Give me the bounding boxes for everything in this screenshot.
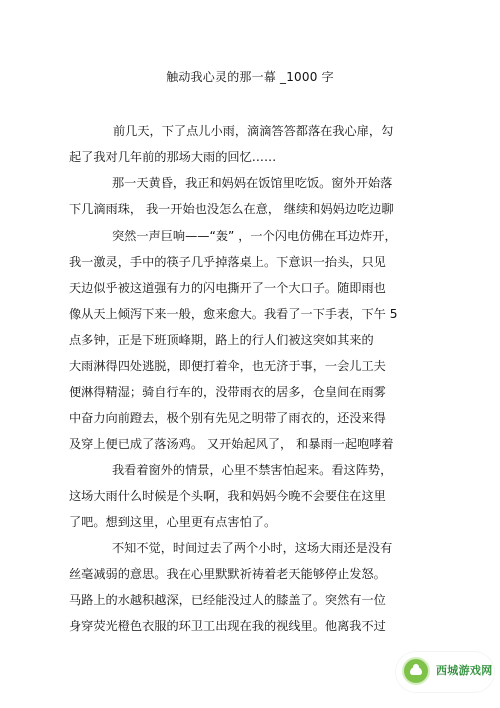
document-line-16: 了吧。想到这里，心里更有点害怕了。 (69, 515, 277, 529)
document-line-13: 及穿上便已成了落汤鸡。 又开始起风了， 和暴雨一起咆哮着 (69, 437, 394, 451)
site-watermark (396, 652, 494, 692)
document-line-14: 我看着窗外的情景，心里不禁害怕起来。看这阵势， (112, 463, 393, 477)
document-line-9: 点多钟，正是下班顶峰期，路上的行人们被这突如其来的 (69, 333, 374, 347)
document-line-8: 像从天上倾泻下来一般，愈来愈大。我看了一下手表，下午 5 (69, 307, 398, 321)
document-line-7: 天边似乎被这道强有力的闪电撕开了一个大口子。随即雨也 (69, 281, 386, 295)
document-title: 触动我心灵的那一幕 _1000 字 (166, 70, 334, 84)
document-line-2: 起了我对几年前的那场大雨的回忆…… (69, 150, 277, 164)
document-line-1: 前几天，下了点儿小雨，滴滴答答都落在我心扉，勾 (113, 124, 394, 138)
document-line-10: 大雨淋得四处逃脱，即便打着伞，也无济于事，一会儿工夫 (69, 359, 386, 373)
document-line-3: 那一天黄昏，我正和妈妈在饭馆里吃饭。窗外开始落 (112, 176, 393, 190)
watermark-text: 西城游戏网 (436, 664, 493, 677)
document-line-11: 便淋得精湿；骑自行车的，没带雨衣的居多，仓皇间在雨雾 (69, 385, 386, 399)
document-line-20: 身穿荧光橙色衣服的环卫工出现在我的视线里。他离我不过 (69, 619, 386, 633)
document-line-19: 马路上的水越积越深，已经能没过人的膝盖了。突然有一位 (69, 593, 386, 607)
document-line-5: 突然一声巨响——“轰” ，一个闪电仿佛在耳边炸开， (112, 229, 397, 243)
document-line-4: 下几滴雨珠， 我一开始也没怎么在意， 继续和妈妈边吃边聊 (69, 202, 394, 216)
document-line-6: 我一激灵，手中的筷子几乎掉落桌上。下意识一抬头，只见 (69, 255, 386, 269)
document-line-15: 这场大雨什么时候是个头啊，我和妈妈今晚不会要住在这里 (69, 489, 386, 503)
document-line-18: 丝毫减弱的意思。我在心里默默祈祷着老天能够停止发怒。 (69, 567, 386, 581)
document-line-17: 不知不觉，时间过去了两个小时，这场大雨还是没有 (112, 541, 393, 555)
watermark-logo-icon (402, 657, 430, 685)
document-line-12: 中奋力向前蹬去，极个别有先见之明带了雨衣的，还没来得 (69, 411, 386, 425)
